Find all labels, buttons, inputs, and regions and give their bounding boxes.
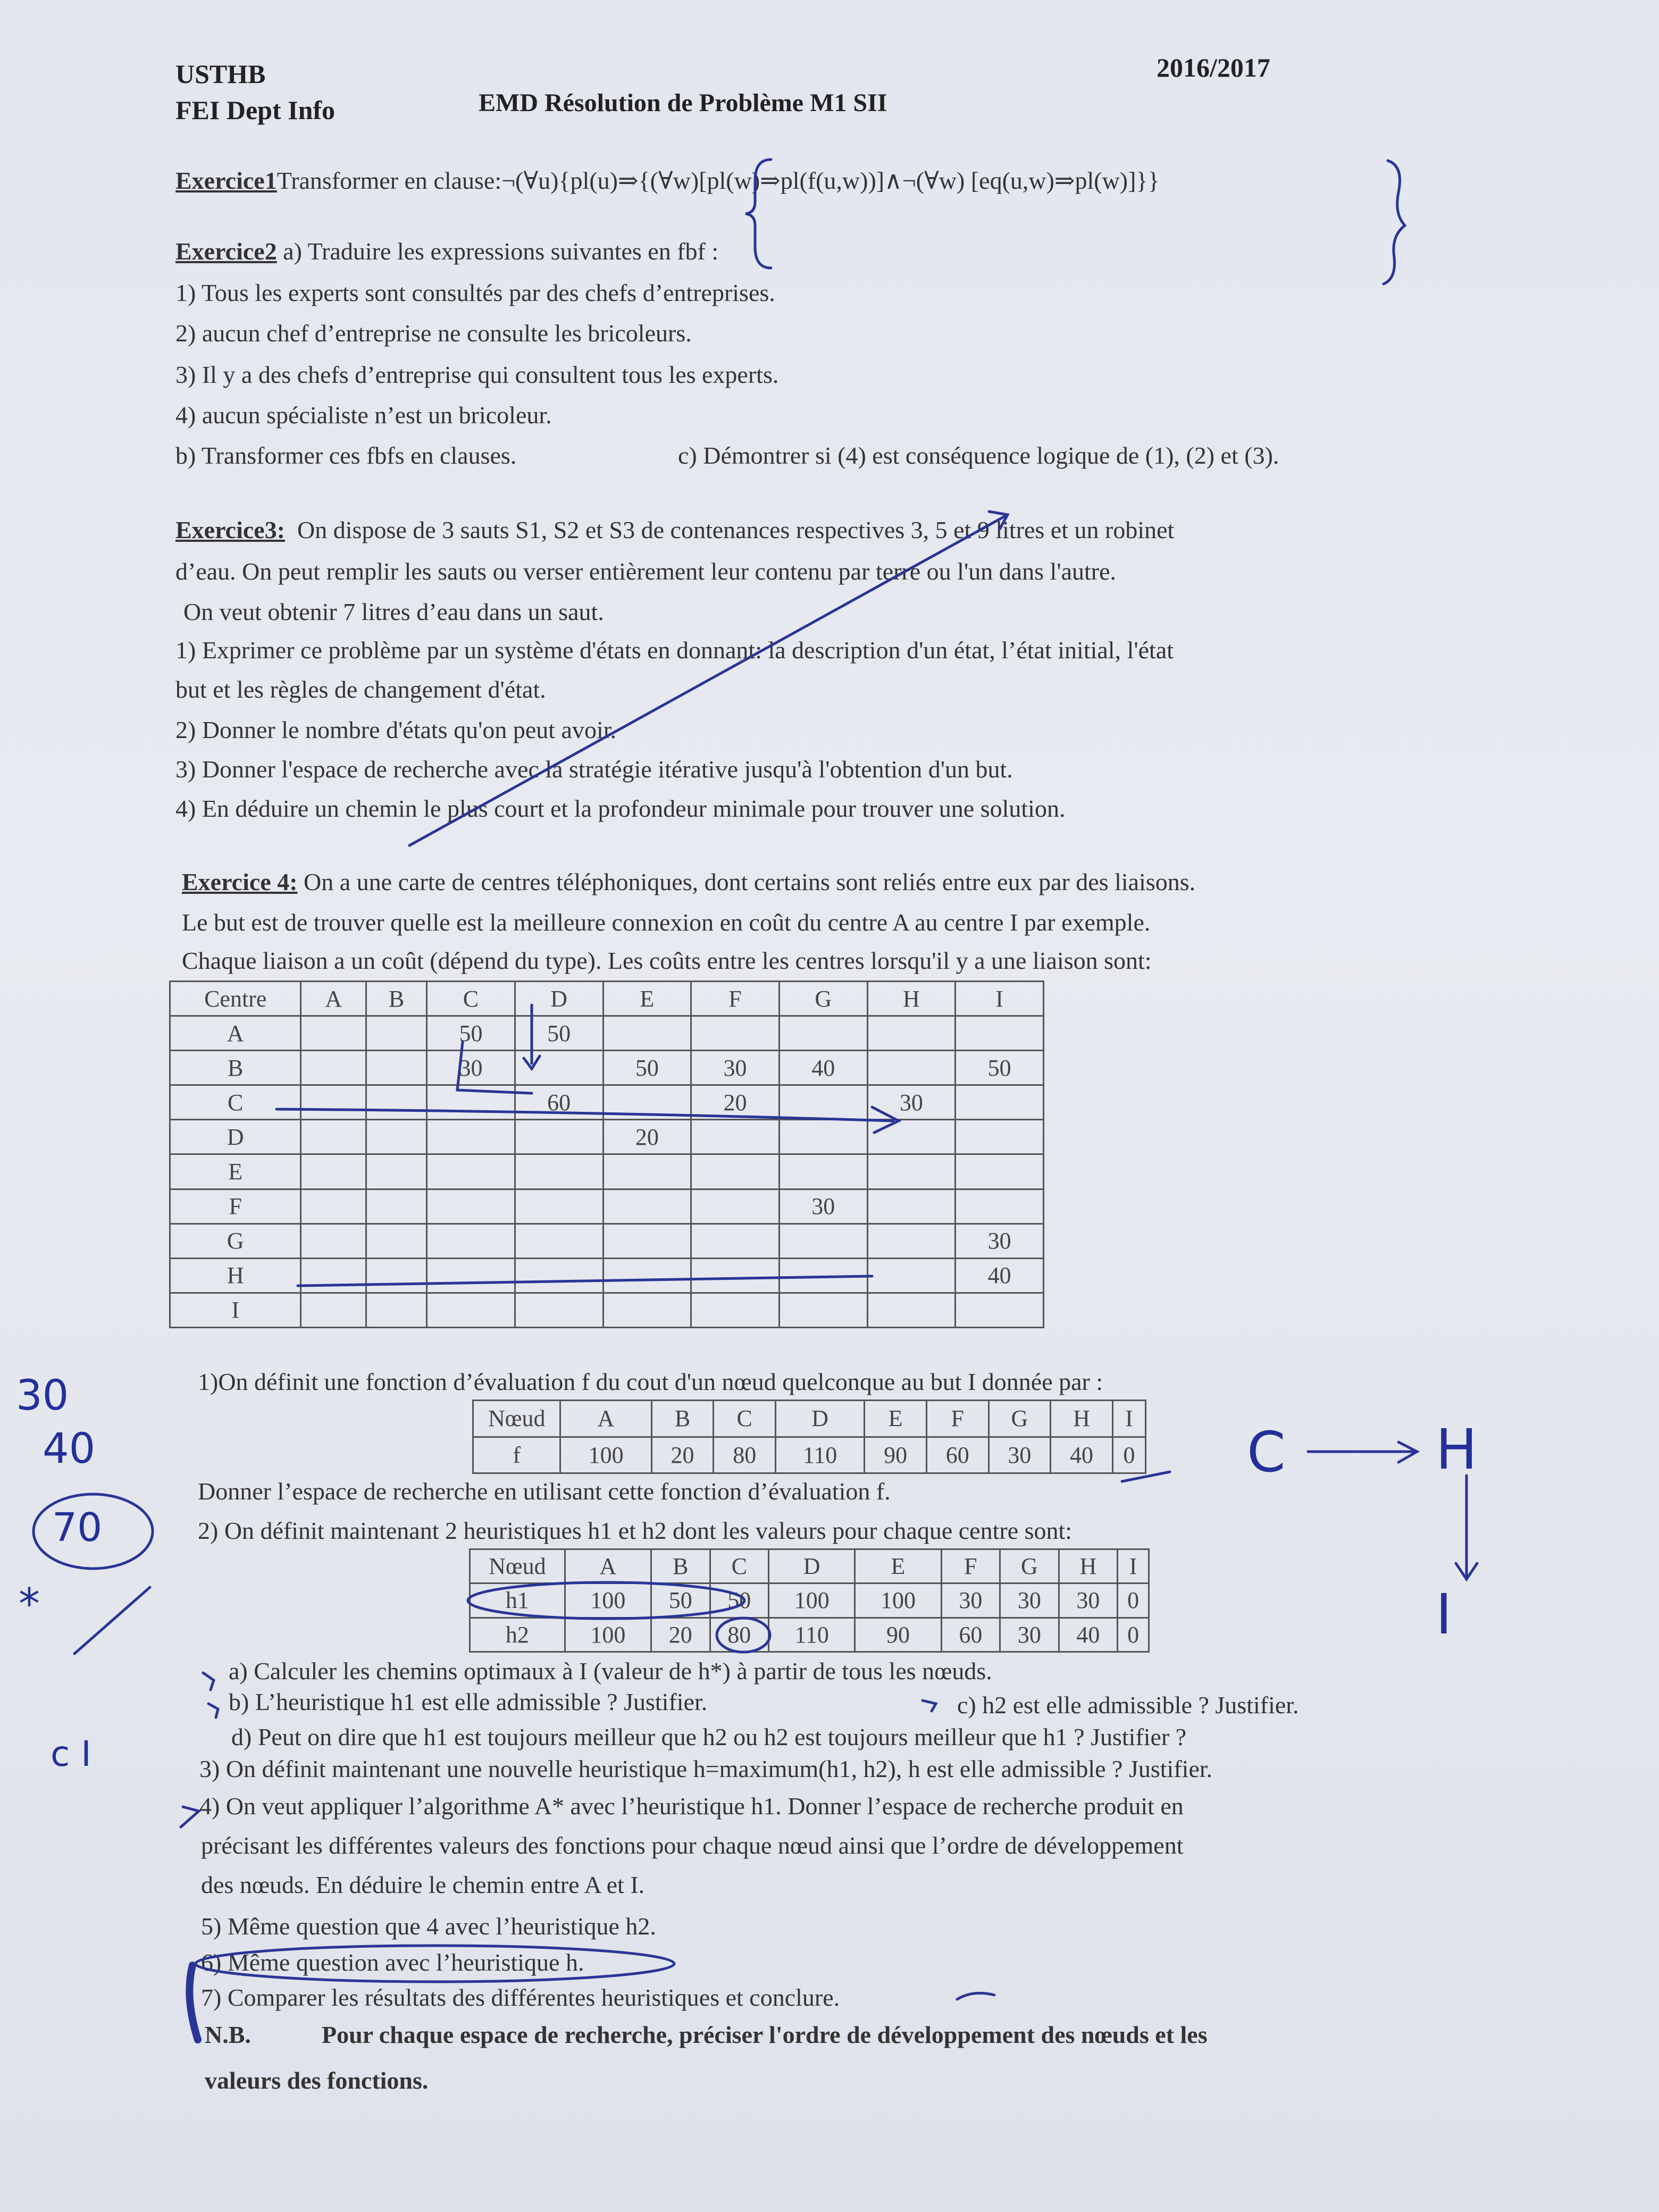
f-table-cell: 20 <box>651 1437 714 1473</box>
h-table-cell: 20 <box>651 1618 710 1652</box>
h-table-cell: 60 <box>941 1618 1000 1652</box>
h-table-cell: 80 <box>710 1618 769 1652</box>
academic-year: 2016/2017 <box>1157 53 1270 82</box>
exercise-3-label: Exercice3: <box>175 516 286 543</box>
f-table-cell: F <box>926 1401 988 1437</box>
exercise-3-line-2: d’eau. On peut remplir les sauts ou verser entièrement leur contenu par terre ou l'un dans l'autre. <box>175 558 1117 585</box>
oval-h1-row <box>468 1582 744 1619</box>
cost-table-cell: 30 <box>779 1189 867 1224</box>
exercise-1-text: Transformer en clause:¬(∀u){pl(u)⇒{(∀w)[pl(w)⇒pl(f(u,w))]∧¬(∀w) [eq(u,w)⇒pl(w)]}} <box>276 167 1160 194</box>
arrow-c-to-h <box>276 1109 893 1121</box>
strike-h-row <box>298 1276 872 1286</box>
exercise-3-line-6: 2) Donner le nombre d'états qu'on peut avoir. <box>175 716 617 743</box>
exercise-3-line-5: but et les règles de changement d'état. <box>175 676 546 703</box>
exercise-3-line-8: 4) En déduire un chemin le plus court et la profondeur minimale pour trouver une solution. <box>175 795 1066 822</box>
cost-table-cell: A <box>301 982 366 1016</box>
cost-table-cell: E <box>603 982 691 1016</box>
tick-4 <box>181 1807 199 1827</box>
exercise-2-item-3: 3) Il y a des chefs d’entreprise qui consultent tous les experts. <box>175 361 779 388</box>
h-table-cell: H <box>1059 1549 1118 1583</box>
cost-table-cell: 50 <box>603 1051 691 1085</box>
handwritten-40: 40 <box>43 1425 96 1473</box>
exercise-4-label: Exercice 4: <box>182 868 298 895</box>
tick-a <box>203 1673 214 1690</box>
brace-right <box>1384 161 1405 284</box>
exercise-2-item-4: 4) aucun spécialiste n’est un bricoleur. <box>175 401 552 429</box>
nota-bene-line-2: valeurs des fonctions. <box>205 2067 429 2094</box>
cost-table-cell: B <box>170 1051 301 1085</box>
h-table-cell: 90 <box>855 1618 941 1652</box>
f-table-cell: H <box>1051 1401 1113 1437</box>
h-table-cell: 50 <box>710 1583 769 1618</box>
exercise-4-q1b: Donner l’espace de recherche en utilisant cette fonction d’évaluation f. <box>198 1478 891 1505</box>
question-5: 5) Même question que 4 avec l’heuristique h2. <box>201 1913 656 1940</box>
exercise-3-line-3: On veut obtenir 7 litres d’eau dans un saut. <box>183 598 604 625</box>
cost-table-cell: E <box>170 1154 301 1189</box>
h-table-cell: h2 <box>470 1618 565 1652</box>
cost-table-cell: H <box>170 1258 301 1293</box>
h-table-cell: C <box>710 1549 769 1583</box>
circle-70 <box>33 1494 153 1569</box>
f-table-cell: 100 <box>560 1437 651 1473</box>
handwritten-70: 70 <box>52 1505 103 1551</box>
question-c: c) h2 est elle admissible ? Justifier. <box>957 1691 1299 1719</box>
handwritten-30: 30 <box>16 1372 69 1420</box>
school-name: USTHB <box>175 59 266 89</box>
strike-line <box>409 515 1008 845</box>
handwritten-path-h: H <box>1436 1417 1478 1482</box>
f-table-cell: C <box>714 1401 776 1437</box>
cost-table-cell: F <box>170 1189 301 1224</box>
cost-table-cell: I <box>956 982 1044 1016</box>
f-table-cell: G <box>988 1401 1051 1437</box>
h-table-cell: 30 <box>1000 1583 1059 1618</box>
cost-table-cell: D <box>170 1120 301 1154</box>
cost-table-cell: Centre <box>170 982 301 1016</box>
h-table-cell: 30 <box>941 1583 1000 1618</box>
exercise-3-text-1: On dispose de 3 sauts S1, S2 et S3 de contenances respectives 3, 5 et 9 litres et un robinet <box>297 516 1175 543</box>
cost-table-cell: 40 <box>779 1051 867 1085</box>
cost-table-cell: A <box>170 1016 301 1051</box>
h-table-cell: G <box>1000 1549 1059 1583</box>
exercise-2-a: a) Traduire les expressions suivantes en fbf : <box>283 238 719 265</box>
f-table-cell: 40 <box>1051 1437 1113 1473</box>
f-table-cell: B <box>651 1401 714 1437</box>
question-6: 6) Même question avec l’heuristique h. <box>201 1949 584 1976</box>
thick-mark <box>189 1965 198 2040</box>
exercise-3-line-4: 1) Exprimer ce problème par un système d'états en donnant: la description d'un état, l’état initial, l'état <box>175 636 1174 664</box>
tick-b <box>208 1704 218 1717</box>
question-7: 7) Comparer les résultats des différentes heuristiques et conclure. <box>201 1984 840 2011</box>
cost-table-cell: 20 <box>603 1120 691 1154</box>
cost-table-cell: 20 <box>691 1085 780 1120</box>
slash-mark <box>74 1587 150 1654</box>
handwritten-path-c: C <box>1247 1420 1286 1485</box>
f-table-cell: I <box>1112 1401 1145 1437</box>
question-4-line-1: 4) On veut appliquer l’algorithme A* avec l’heuristique h1. Donner l’espace de recherche produit en <box>199 1792 1184 1820</box>
exercise-4-line-3: Chaque liaison a un coût (dépend du type). Les coûts entre les centres lorsqu'il y a une liaison sont: <box>182 947 1152 974</box>
question-a: a) Calculer les chemins optimaux à I (valeur de h*) à partir de tous les nœuds. <box>229 1657 992 1685</box>
underline-mark <box>1122 1472 1170 1481</box>
exercise-4-q2: 2) On définit maintenant 2 heuristiques h1 et h2 dont les valeurs pour chaque centre sont: <box>198 1517 1073 1544</box>
question-b: b) L’heuristique h1 est elle admissible ? Justifier. <box>229 1688 708 1715</box>
question-4-line-2: précisant les différentes valeurs des fonctions pour chaque nœud ainsi que l’ordre de développement <box>201 1832 1184 1859</box>
h-table-cell: 110 <box>769 1618 855 1652</box>
cost-table-cell: C <box>427 982 515 1016</box>
h-table-cell: 0 <box>1118 1583 1149 1618</box>
exercise-2-item-2: 2) aucun chef d’entreprise ne consulte les bricoleurs. <box>175 320 692 347</box>
h-table-cell: B <box>651 1549 710 1583</box>
exercise-4-q1: 1)On définit une fonction d’évaluation f du cout d'un nœud quelconque au but I donnée par : <box>198 1368 1103 1395</box>
f-table-cell: A <box>560 1401 651 1437</box>
f-table-cell: 0 <box>1112 1437 1145 1473</box>
cost-table-cell: 40 <box>956 1258 1044 1293</box>
h-table-cell: 30 <box>1059 1583 1118 1618</box>
f-table-cell: 30 <box>988 1437 1051 1473</box>
h-table-cell: h1 <box>470 1583 565 1618</box>
squiggle-7 <box>957 1993 994 1999</box>
exercise-2-b: b) Transformer ces fbfs en clauses. <box>175 442 517 469</box>
exercise-2-item-1: 1) Tous les experts sont consultés par des chefs d’entreprises. <box>175 279 775 306</box>
exercise-1-label: Exercice1 <box>175 167 277 194</box>
question-3: 3) On définit maintenant une nouvelle heuristique h=maximum(h1, h2), h est elle admissible ? Justifier. <box>199 1755 1213 1782</box>
h-table-cell: D <box>769 1549 855 1583</box>
cost-table-cell: 60 <box>515 1085 603 1120</box>
nota-bene-line-1: Pour chaque espace de recherche, préciser l'ordre de développement des nœuds et les <box>322 2021 1208 2048</box>
cost-table-cell: D <box>515 982 603 1016</box>
cost-table-cell: I <box>170 1293 301 1327</box>
cost-table-cell: 30 <box>691 1051 780 1085</box>
cost-table-cell: F <box>691 982 780 1016</box>
f-table-cell: E <box>865 1401 927 1437</box>
handwritten-star: * <box>19 1579 40 1629</box>
cost-table-cell: 50 <box>956 1051 1044 1085</box>
cost-table-cell: 50 <box>427 1016 515 1051</box>
f-table-cell: D <box>776 1401 865 1437</box>
brace-left <box>745 160 771 268</box>
h-table-cell: E <box>855 1549 941 1583</box>
circle-80 <box>717 1618 770 1652</box>
handwritten-path-i: I <box>1436 1582 1452 1647</box>
cost-table-cell: B <box>366 982 427 1016</box>
h-table-cell: Nœud <box>470 1549 565 1583</box>
cost-table-cell: H <box>867 982 956 1016</box>
h-table-cell: 0 <box>1118 1618 1149 1652</box>
f-table-cell: f <box>473 1437 560 1473</box>
cost-table-cell: 50 <box>515 1016 603 1051</box>
cost-table-cell: 30 <box>867 1085 956 1120</box>
exercise-4-text-1: On a une carte de centres téléphoniques, dont certains sont reliés entre eux par des liaisons. <box>304 868 1196 895</box>
h-table-cell: A <box>565 1549 651 1583</box>
f-table-cell: 80 <box>714 1437 776 1473</box>
handwritten-ci: c I <box>51 1733 91 1774</box>
cost-table-cell: C <box>170 1085 301 1120</box>
cost-table-cell: G <box>170 1224 301 1258</box>
cost-table-cell: G <box>779 982 867 1016</box>
h-table-cell: 100 <box>565 1583 651 1618</box>
exercise-2-c: c) Démontrer si (4) est conséquence logique de (1), (2) et (3). <box>678 442 1279 469</box>
h-table-cell: 100 <box>855 1583 941 1618</box>
bracket-b-row <box>457 1042 532 1093</box>
cost-table-cell: 30 <box>427 1051 515 1085</box>
question-4-line-3: des nœuds. En déduire le chemin entre A et I. <box>201 1871 645 1898</box>
h-table-cell: F <box>941 1549 1000 1583</box>
oval-question-6 <box>196 1946 674 1982</box>
h-table-cell: 100 <box>769 1583 855 1618</box>
exam-title: EMD Résolution de Problème M1 SII <box>479 89 887 117</box>
department: FEI Dept Info <box>175 95 336 125</box>
exercise-3-line-7: 3) Donner l'espace de recherche avec la stratégie itérative jusqu'à l'obtention d'un but. <box>175 756 1013 783</box>
f-table-cell: 60 <box>926 1437 988 1473</box>
exercise-2-label: Exercice2 <box>175 238 277 265</box>
question-d: d) Peut on dire que h1 est toujours meilleur que h2 ou h2 est toujours meilleur que h1 ? Justifier ? <box>231 1723 1187 1750</box>
f-table-cell: 90 <box>865 1437 927 1473</box>
h-table-cell: I <box>1118 1549 1149 1583</box>
nota-bene-label: N.B. <box>205 2021 251 2048</box>
tick-c <box>923 1700 936 1711</box>
f-table-cell: 110 <box>776 1437 865 1473</box>
h-table-cell: 100 <box>565 1618 651 1652</box>
h-table-cell: 40 <box>1059 1618 1118 1652</box>
h-table-cell: 30 <box>1000 1618 1059 1652</box>
exercise-4-line-2: Le but est de trouver quelle est la meilleure connexion en coût du centre A au centre I par exemple. <box>182 909 1151 936</box>
cost-table-cell: 30 <box>956 1224 1044 1258</box>
h-table-cell: 50 <box>651 1583 710 1618</box>
f-table-cell: Nœud <box>473 1401 560 1437</box>
